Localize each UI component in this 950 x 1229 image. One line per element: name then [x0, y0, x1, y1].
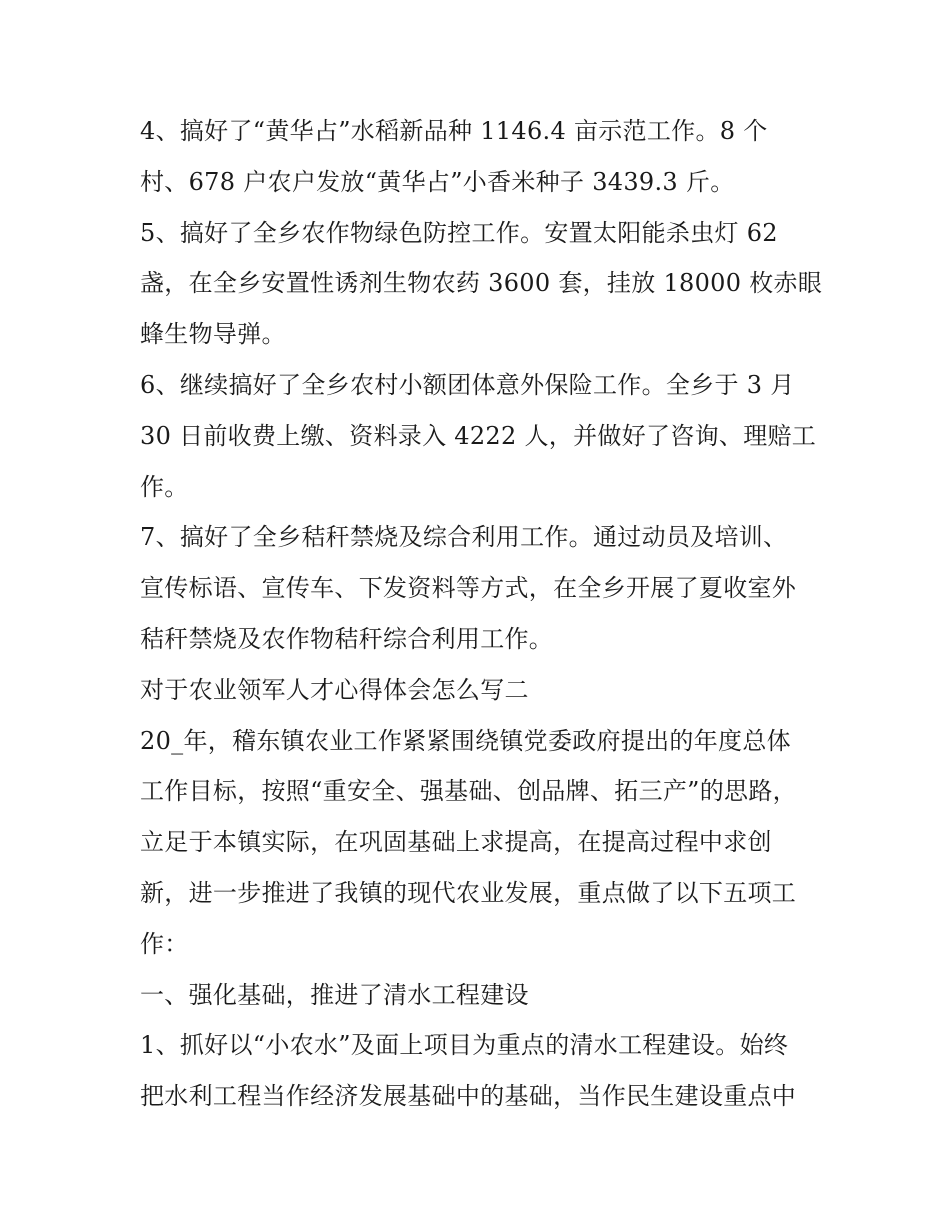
text-line: 30 日前收费上缴、资料录入 4222 人，并做好了咨询、理赔工 — [140, 421, 817, 450]
text-line: 作： — [140, 929, 189, 958]
section-heading: 一、强化基础，推进了清水工程建设 — [140, 980, 529, 1009]
text-line: 1、抓好以“小农水”及面上项目为重点的清水工程建设。始终 — [140, 1031, 789, 1060]
text-line: 5、搞好了全乡农作物绿色防控工作。安置太阳能杀虫灯 62 — [140, 218, 778, 247]
text-line: 宣传标语、宣传车、下发资料等方式，在全乡开展了夏收室外 — [140, 574, 797, 603]
text-line: 6、继续搞好了全乡农村小额团体意外保险工作。全乡于 3 月 — [140, 370, 795, 399]
text-line: 20_年，稽东镇农业工作紧紧围绕镇党委政府提出的年度总体 — [140, 726, 791, 755]
text-line: 秸秆禁烧及农作物秸秆综合利用工作。 — [140, 624, 554, 653]
text-line: 7、搞好了全乡秸秆禁烧及综合利用工作。通过动员及培训、 — [140, 523, 788, 552]
text-line: 工作目标，按照“重安全、强基础、创品牌、拓三产”的思路， — [140, 777, 797, 806]
text-line: 村、678 户农户发放“黄华占”小香米种子 3439.3 斤。 — [140, 167, 735, 196]
text-line: 立足于本镇实际，在巩固基础上求提高，在提高过程中求创 — [140, 828, 772, 857]
text-line: 把水利工程当作经济发展基础中的基础，当作民生建设重点中 — [140, 1082, 797, 1111]
text-line: 作。 — [140, 472, 189, 501]
section-heading: 对于农业领军人才心得体会怎么写二 — [140, 675, 529, 704]
text-line: 蜂生物导弹。 — [140, 320, 286, 349]
text-line: 盏，在全乡安置性诱剂生物农药 3600 套，挂放 18000 枚赤眼 — [140, 269, 823, 298]
text-line: 新，进一步推进了我镇的现代农业发展，重点做了以下五项工 — [140, 878, 797, 907]
text-line: 4、搞好了“黄华占”水稻新品种 1146.4 亩示范工作。8 个 — [140, 117, 768, 145]
document-body — [140, 106, 823, 1122]
